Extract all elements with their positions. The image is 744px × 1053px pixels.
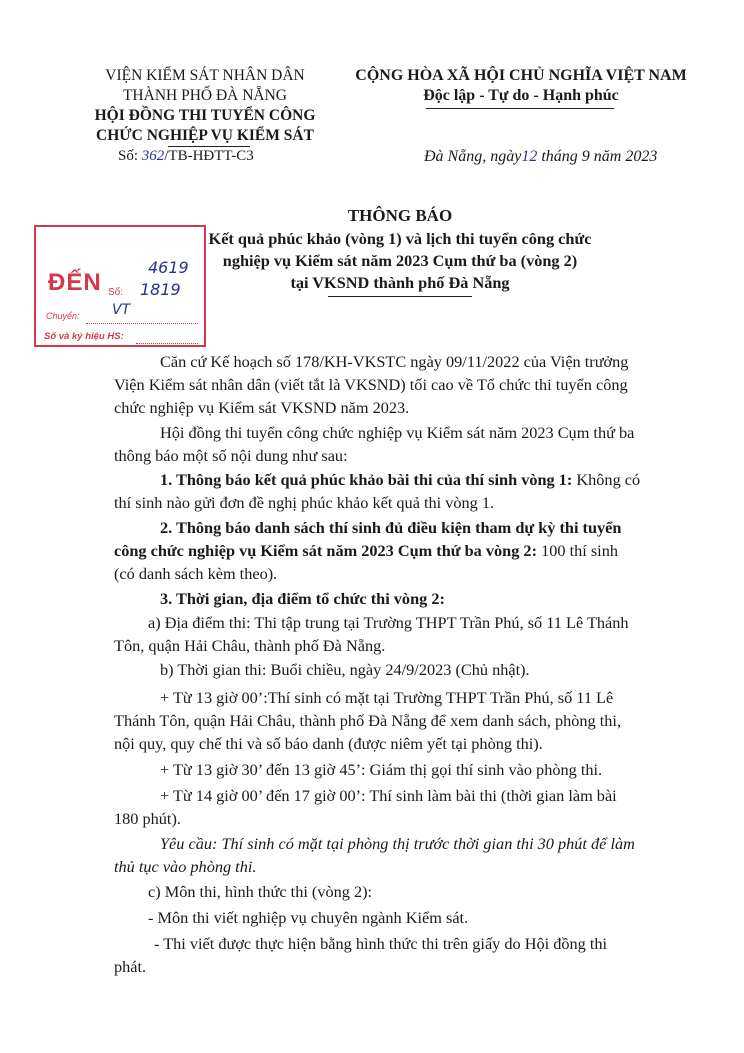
paragraph-line: + Từ 13 giờ 00’:Thí sinh có mặt tại Trường THPT Trần Phú, số 11 Lê: [160, 688, 614, 707]
paragraph-line: Hội đồng thi tuyển công chức nghiệp vụ Kiểm sát năm 2023 Cụm thứ ba: [160, 423, 635, 442]
title-underline: [328, 296, 472, 297]
national-slogan: Độc lập - Tự do - Hạnh phúc: [423, 87, 619, 104]
stamp-hoso-label: Số và ký hiệu HS:: [44, 331, 124, 342]
header-left-underline: [168, 146, 250, 147]
number-suffix: /TB-HĐTT-C3: [164, 148, 254, 164]
section-2: [114, 516, 674, 585]
item-b-schedule-3: [114, 784, 674, 830]
paragraph-line: chức nghiệp vụ Kiểm sát VKSND năm 2023.: [114, 398, 410, 417]
council-name-line2: CHỨC NGHIỆP VỤ KIỂM SÁT: [96, 127, 314, 144]
date-day-handwritten: 12: [521, 148, 538, 165]
paragraph-line: Yêu cầu: Thí sinh có mặt tại phòng thị trước thời gian thi 30 phút để làm: [160, 834, 635, 853]
date-prefix: Đà Nẵng, ngày: [424, 148, 522, 165]
paragraph-line: Căn cứ Kế hoạch số 178/KH-VKSTC ngày 09/11/2022 của Viện trưởng: [160, 352, 629, 371]
org-name-line1: VIỆN KIỂM SÁT NHÂN DÂN: [105, 67, 305, 84]
paragraph-line: nội quy, quy chế thi và số báo danh (được niêm yết tại phòng thi).: [114, 734, 543, 753]
requirement-note: [114, 832, 674, 878]
subtitle-line3: tại VKSND thành phố Đà Nẵng: [290, 273, 510, 292]
stamp-dotline: [86, 323, 198, 324]
date-suffix: tháng 9 năm 2023: [541, 148, 658, 165]
section-3: [114, 587, 674, 610]
org-name-line2: THÀNH PHỐ ĐÀ NẴNG: [122, 87, 288, 104]
paragraph-line: + Từ 14 giờ 00’ đến 17 giờ 00’: Thí sinh làm bài thi (thời gian làm bài: [160, 786, 617, 805]
item-b-time: [114, 658, 674, 681]
stamp-dotline: [136, 343, 198, 344]
item-c-subject-1: [114, 906, 674, 929]
section-3-heading: 3. Thời gian, địa điểm tổ chức thi vòng 2:: [160, 589, 445, 608]
stamp-handwritten-so: 1819: [140, 280, 181, 299]
paragraph-line: + Từ 13 giờ 30’ đến 13 giờ 45’: Giám thị gọi thí sinh vào phòng thi.: [160, 760, 603, 779]
notice-heading: THÔNG BÁO: [347, 206, 453, 225]
paragraph-line: Viện Kiểm sát nhân dân (viết tắt là VKSND) tối cao về Tổ chức thi tuyển công: [114, 375, 628, 394]
paragraph-line: Thánh Tôn, quận Hải Châu, thành phố Đà Nẵng để xem danh sách, phòng thi,: [114, 711, 622, 730]
paragraph-line: c) Môn thi, hình thức thi (vòng 2):: [148, 882, 373, 901]
paragraph-line: thông báo một số nội dung như sau:: [114, 446, 348, 465]
item-c-subject: [114, 880, 674, 903]
paragraph-line: a) Địa điểm thi: Thi tập trung tại Trường THPT Trần Phú, số 11 Lê Thánh: [148, 613, 629, 632]
paragraph-line: thủ tục vào phòng thi.: [114, 857, 257, 876]
section-2-heading: 2. Thông báo danh sách thí sinh đủ điều kiện tham dự kỳ thi tuyển: [160, 518, 622, 537]
paragraph-line: phát.: [114, 957, 147, 976]
stamp-handwritten-number: 4619: [148, 258, 189, 277]
paragraph-intro: [114, 421, 674, 467]
paragraph-line: - Môn thi viết nghiệp vụ chuyên ngành Kiểm sát.: [148, 908, 469, 927]
paragraph-line: (có danh sách kèm theo).: [114, 564, 278, 583]
paragraph-line: thí sinh nào gửi đơn đề nghị phúc khảo kết quả thi vòng 1.: [114, 493, 495, 512]
paragraph-line: [114, 539, 674, 562]
item-b-schedule-1: [114, 686, 674, 755]
section-1-heading: 1. Thông báo kết quả phúc khảo bài thi của thí sinh vòng 1:: [160, 470, 573, 489]
item-a-location: [114, 611, 674, 657]
council-name-line1: HỘI ĐỒNG THI TUYỂN CÔNG: [94, 107, 316, 124]
section-2-text: 100 thí sinh: [541, 541, 618, 560]
header-right-underline: [426, 108, 614, 109]
stamp-den-label: ĐẾN: [48, 269, 102, 296]
item-c-subject-2: [114, 932, 674, 978]
subtitle-line2: nghiệp vụ Kiểm sát năm 2023 Cụm thứ ba (vòng 2): [222, 251, 578, 270]
notice-subtitle: [180, 228, 620, 294]
number-handwritten: 362: [141, 148, 165, 164]
header-left: [80, 66, 330, 146]
document-date: [424, 148, 657, 166]
section-1-text: Không có: [576, 470, 641, 489]
stamp-so-label: Số:: [108, 287, 124, 298]
number-prefix: Số:: [118, 148, 139, 164]
stamp-handwritten-chuyen: VT: [112, 302, 131, 318]
header-right: [336, 66, 706, 106]
paragraph-line: b) Thời gian thi: Buổi chiều, ngày 24/9/2023 (Chủ nhật).: [160, 660, 530, 679]
section-1: [114, 468, 674, 514]
section-2-heading-cont: công chức nghiệp vụ Kiểm sát năm 2023 Cụm thứ ba vòng 2:: [114, 541, 537, 560]
paragraph-line: Tôn, quận Hải Châu, thành phố Đà Nẵng.: [114, 636, 386, 655]
paragraph-line: - Thi viết được thực hiện bằng hình thức thi trên giấy do Hội đồng thi: [154, 934, 608, 953]
paragraph-legal-basis: [114, 350, 674, 419]
subtitle-line1: Kết quả phúc khảo (vòng 1) và lịch thi tuyển công chức: [208, 229, 592, 248]
document-number: [118, 148, 254, 165]
item-b-schedule-2: [114, 758, 674, 781]
paragraph-line: [114, 468, 674, 491]
paragraph-line: 180 phút).: [114, 809, 181, 828]
national-motto: CỘNG HÒA XÃ HỘI CHỦ NGHĨA VIỆT NAM: [355, 67, 687, 84]
stamp-chuyen-label: Chuyển:: [46, 311, 80, 321]
